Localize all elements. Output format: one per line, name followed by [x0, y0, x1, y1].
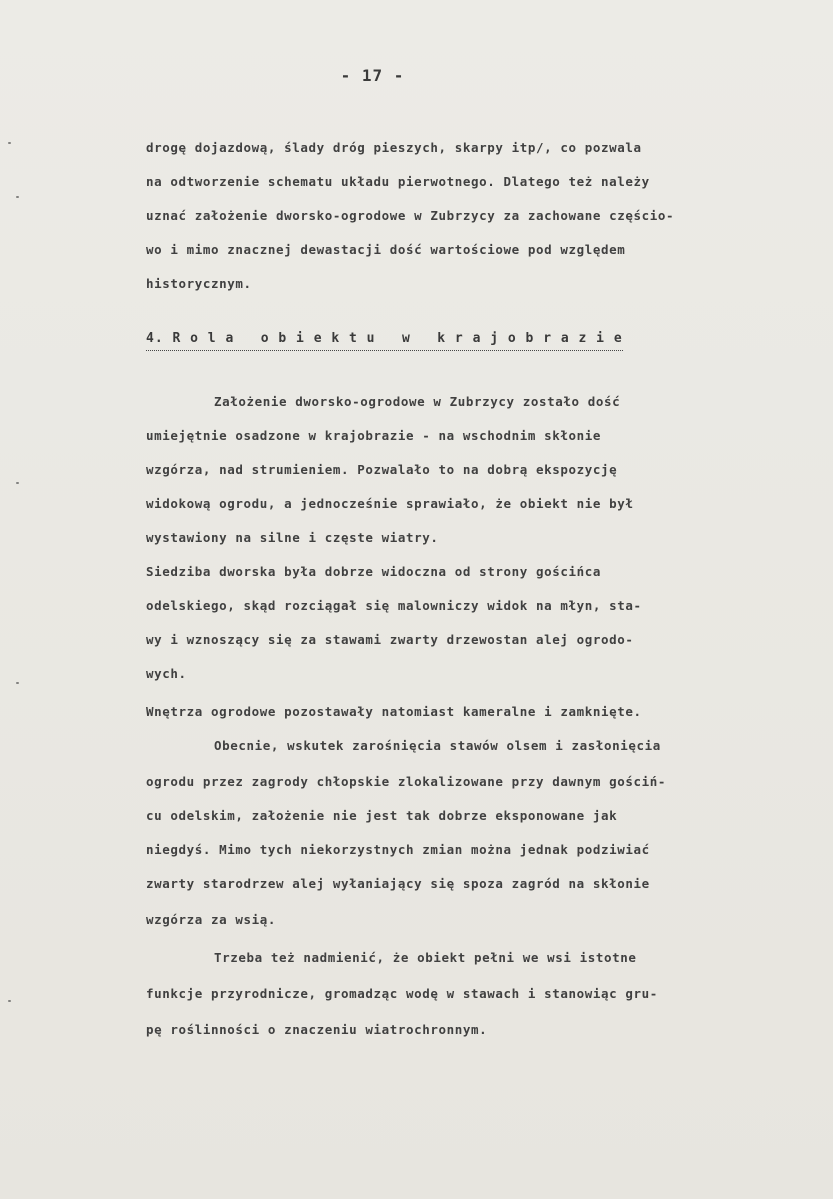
text-line: wystawiony na silne i częste wiatry. — [146, 530, 439, 545]
text-line: pę roślinności o znaczeniu wiatrochronnym. — [146, 1022, 488, 1037]
scan-mark — [16, 196, 19, 198]
text-line: na odtworzenie schematu układu pierwotnego. Dlatego też należy — [146, 174, 650, 189]
text-line: uznać założenie dworsko-ogrodowe w Zubrzycy za zachowane częścio- — [146, 208, 675, 223]
text-line: odelskiego, skąd rozciągał się malowniczy widok na młyn, sta- — [146, 598, 642, 613]
text-line: Założenie dworsko-ogrodowe w Zubrzycy zostało dość — [214, 394, 621, 409]
text-line: widokową ogrodu, a jednocześnie sprawiało, że obiekt nie był — [146, 496, 634, 511]
text-line: wy i wznoszący się za stawami zwarty drzewostan alej ogrodo- — [146, 632, 634, 647]
text-line: zwarty starodrzew alej wyłaniający się spoza zagród na skłonie — [146, 876, 650, 891]
scan-mark — [16, 682, 19, 684]
scan-mark — [16, 482, 19, 484]
text-line: wych. — [146, 666, 187, 681]
text-line: Trzeba też nadmienić, że obiekt pełni we wsi istotne — [214, 950, 637, 965]
text-line: historycznym. — [146, 276, 252, 291]
scan-mark — [8, 142, 11, 144]
text-line: wzgórza za wsią. — [146, 912, 277, 927]
page-number: - 17 - — [340, 66, 405, 85]
text-line: drogę dojazdową, ślady dróg pieszych, skarpy itp/, co pozwala — [146, 140, 642, 155]
text-line: cu odelskim, założenie nie jest tak dobrze eksponowane jak — [146, 808, 618, 823]
text-line: Wnętrza ogrodowe pozostawały natomiast kameralne i zamknięte. — [146, 704, 642, 719]
scan-mark — [8, 1000, 11, 1002]
section-heading: 4. R o l a o b i e k t u w k r a j o b r a z i e — [146, 328, 623, 351]
text-line: Obecnie, wskutek zarośnięcia stawów olsem i zasłonięcia — [214, 738, 661, 753]
text-line: ogrodu przez zagrody chłopskie zlokalizowane przy dawnym gościń- — [146, 774, 667, 789]
text-line: wo i mimo znacznej dewastacji dość wartościowe pod względem — [146, 242, 626, 257]
text-line: niegdyś. Mimo tych niekorzystnych zmian można jednak podziwiać — [146, 842, 650, 857]
text-line: wzgórza, nad strumieniem. Pozwalało to na dobrą ekspozycję — [146, 462, 618, 477]
text-line: Siedziba dworska była dobrze widoczna od strony gościńca — [146, 564, 602, 579]
text-line: funkcje przyrodnicze, gromadząc wodę w stawach i stanowiąc gru- — [146, 986, 658, 1001]
text-line: umiejętnie osadzone w krajobrazie - na wschodnim skłonie — [146, 428, 602, 443]
